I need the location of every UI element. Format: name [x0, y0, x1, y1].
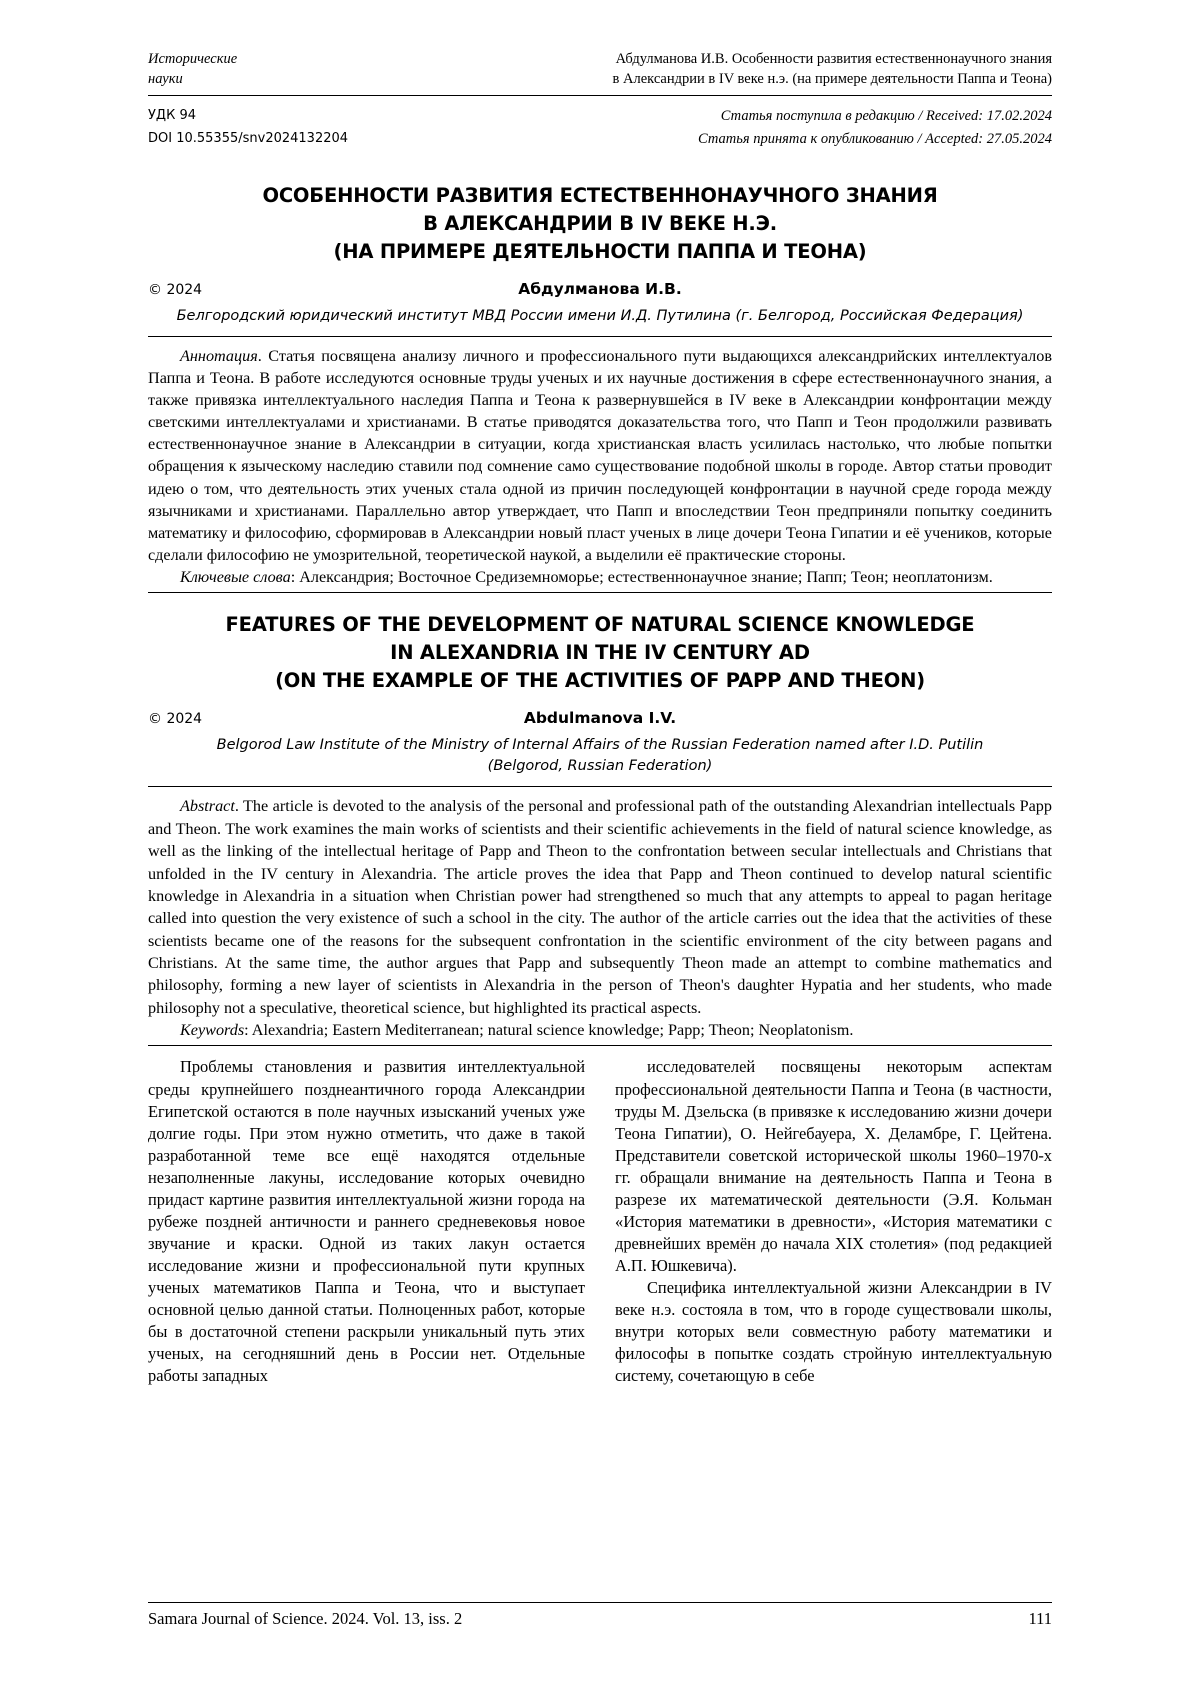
body-paragraph: исследователей посвящены некоторым аспектам профессиональной деятельности Паппа и Теона (в частности, труды М. Дзельска (в привязке к исследованию жизни дочери Теона Гипатии), О. Нейгебауера, Х. Деламбре, Г. Цейтена. Представители советской исторической школы 1960–1970-х гг. обращали внимание на деятельность Паппа и Теона в разрезе их математической деятельности (Э.Я. Кольман «История математики в древности», «История математики с древнейших времён до начала XIX столетия» (под редакцией А.П. Юшкевича). — [615, 1057, 1052, 1275]
abstract-block-ru — [148, 336, 1052, 592]
running-head-section-line1: Исторические — [148, 51, 238, 67]
copyright-ru: © 2024 — [148, 282, 203, 299]
running-head — [148, 50, 1052, 89]
running-head-section — [148, 50, 328, 89]
running-head-title-line1: Абдулманова И.В. Особенности развития естественнонаучного знания — [615, 51, 1052, 67]
copyright-en: © 2024 — [148, 711, 203, 728]
author-name-ru: Абдулманова И.В. — [518, 280, 682, 299]
keywords-text-ru: : Александрия; Восточное Средиземноморье; естественнонаучное знание; Папп; Теон; неоплатонизм. — [290, 567, 993, 586]
article-body — [148, 1056, 1052, 1387]
abstract-ru — [148, 337, 1052, 591]
article-title-en-line3: (ON THE EXAMPLE OF THE ACTIVITIES OF PAPP AND THEON) — [275, 669, 925, 693]
header-divider — [148, 95, 1052, 96]
section-spacer — [148, 593, 1052, 611]
article-title-en — [148, 611, 1052, 696]
keywords-label-en: Keywords — [180, 1021, 245, 1040]
identifiers — [148, 105, 348, 151]
body-paragraph: Специфика интеллектуальной жизни Александрии в IV веке н.э. состояла в том, что в городе существовали школы, внутри которых вели совместную работу математики и философы в попытке создать стройную интеллектуальную систему, сочетающую в себе — [615, 1278, 1052, 1386]
keywords-en — [148, 1019, 1052, 1041]
article-title-ru-line3: (НА ПРИМЕРЕ ДЕЯТЕЛЬНОСТИ ПАППА И ТЕОНА) — [333, 240, 867, 264]
keywords-label-ru: Ключевые слова — [180, 567, 291, 586]
abstract-en-paragraph — [148, 795, 1052, 1019]
author-affiliation-ru: Белгородский юридический институт МВД России имени И.Д. Путилина (г. Белгород, Российская Федерация) — [176, 308, 1024, 325]
abstract-block-en — [148, 786, 1052, 1046]
page-number: 111 — [1028, 1609, 1052, 1628]
running-head-title-line2: в Александрии в IV веке н.э. (на примере деятельности Паппа и Теона) — [612, 70, 1052, 87]
article-metadata — [148, 105, 1052, 151]
keywords-ru — [148, 566, 1052, 588]
article-title-en-line2: IN ALEXANDRIA IN THE IV CENTURY AD — [390, 640, 810, 664]
author-affiliation-en-line2: (Belgorod, Russian Federation) — [487, 758, 713, 775]
doi-code: DOI 10.55355/snv2024132204 — [148, 130, 349, 146]
body-column-right — [615, 1056, 1052, 1387]
body-column-left — [148, 1056, 585, 1387]
article-page — [148, 50, 1052, 1387]
page-footer — [148, 1602, 1052, 1629]
running-head-section-line2: науки — [148, 70, 183, 87]
running-head-title — [328, 50, 1052, 89]
keywords-text-en: : Alexandria; Eastern Mediterranean; natural science knowledge; Papp; Theon; Neoplatonism. — [244, 1021, 854, 1040]
journal-citation: Samara Journal of Science. 2024. Vol. 13, iss. 2 — [148, 1609, 463, 1628]
author-affiliation-en — [148, 735, 1052, 777]
abstract-bottom-divider-en — [148, 1045, 1052, 1046]
abstract-text-ru: . Статья посвящена анализу личного и профессионального пути выдающихся александрийских интеллектуалов Паппа и Теона. В работе исследуются основные труды ученых и их научные достижения в сфере естественнонаучного знания, а также привязка интеллектуального наследия Паппа и Теона к развернувшейся в IV веке в Александрии конфронтации между светскими интеллектуалами и христианами. В статье приводятся доказательства того, что Папп и Теон продолжили развивать естественнонаучное знание в Александрии в ситуации, когда христианская власть усилилась настолько, что любые попытки обращения к языческому наследию ставили под сомнение само существование подобной школы в городе. Автор статьи проводит идею о том, что деятельность этих ученых стала одной из причин последующей конфронтации в научной среде города между язычниками и христианами. Параллельно автор утверждает, что Папп и впоследствии Теон предприняли попытку соединить математику и философию, сформировав в Александрии новый пласт ученых в лице дочери Теона Гипатии и её учеников, которые сделали философию не умозрительной, теоретической наукой, а выделили её практические стороны. — [148, 347, 1052, 564]
author-name-en: Abdulmanova I.V. — [523, 709, 677, 728]
article-title-ru — [148, 182, 1052, 267]
abstract-en — [148, 787, 1052, 1045]
accepted-date: Статья принята к опубликованию / Accepted: 27.05.2024 — [698, 131, 1052, 148]
abstract-ru-paragraph — [148, 345, 1052, 565]
article-title-en-line1: FEATURES OF THE DEVELOPMENT OF NATURAL SCIENCE KNOWLEDGE — [225, 612, 975, 636]
author-affiliation-en-line1: Belgorod Law Institute of the Ministry of Internal Affairs of the Russian Federation named after I.D. Putilin — [216, 737, 984, 754]
abstract-label-ru: Аннотация — [180, 347, 258, 366]
udk-code: УДК 94 — [148, 108, 196, 124]
received-date: Статья поступила в редакцию / Received: 17.02.2024 — [720, 108, 1052, 125]
body-paragraph: Проблемы становления и развития интеллектуальной среды крупнейшего позднеантичного города Александрии Египетской остаются в поле научных изысканий ученых уже долгие годы. При этом нужно отметить, что даже в такой разработанной теме все ещё находятся отдельные незаполненные лакуны, исследование которых очевидно придаст картине развития интеллектуальной жизни города на рубеже поздней античности и раннего средневековья новое звучание и краски. Одной из таких лакун остается исследование жизни и профессиональной пути крупных ученых математиков Паппа и Теона, что и выступает основной целью данной статьи. Полноценных работ, которые бы в достаточной степени раскрыли уникальный путь этих ученых, на сегодняшний день в России нет. Отдельные работы западных — [148, 1057, 585, 1386]
article-title-ru-line2: В АЛЕКСАНДРИИ В IV ВЕКЕ Н.Э. — [423, 211, 777, 235]
article-title-ru-line1: ОСОБЕННОСТИ РАЗВИТИЯ ЕСТЕСТВЕННОНАУЧНОГО ЗНАНИЯ — [262, 183, 938, 207]
submission-dates — [698, 105, 1052, 151]
abstract-label-en: Abstract — [180, 797, 235, 816]
abstract-text-en: . The article is devoted to the analysis of the personal and professional path of the outstanding Alexandrian intellectuals Papp and Theon. The work examines the main works of scientists and their scientific achievements in the field of natural science knowledge, as well as the linking of the intellectual heritage of Papp and Theon to the confrontation between secular intellectuals and Christians that unfolded in the IV century in Alexandria. The article proves the idea that Papp and Theon continued to develop natural scientific knowledge in Alexandria in a situation when Christian power had strengthened so much that any attempts to appeal to pagan heritage called into question the very existence of such a school in the city. The author of the article carries out the idea that the activities of these scientists became one of the reasons for the subsequent confrontation in the scientific environment of the city between pagans and Christians. At the same time, the author argues that Papp and subsequently Theon made an attempt to combine mathematics and philosophy, forming a new layer of scientists in Alexandria in the person of Theon's daughter Hypatia and her students, who made philosophy not a speculative, theoretical science, but highlighted its practical aspects. — [148, 797, 1052, 1017]
